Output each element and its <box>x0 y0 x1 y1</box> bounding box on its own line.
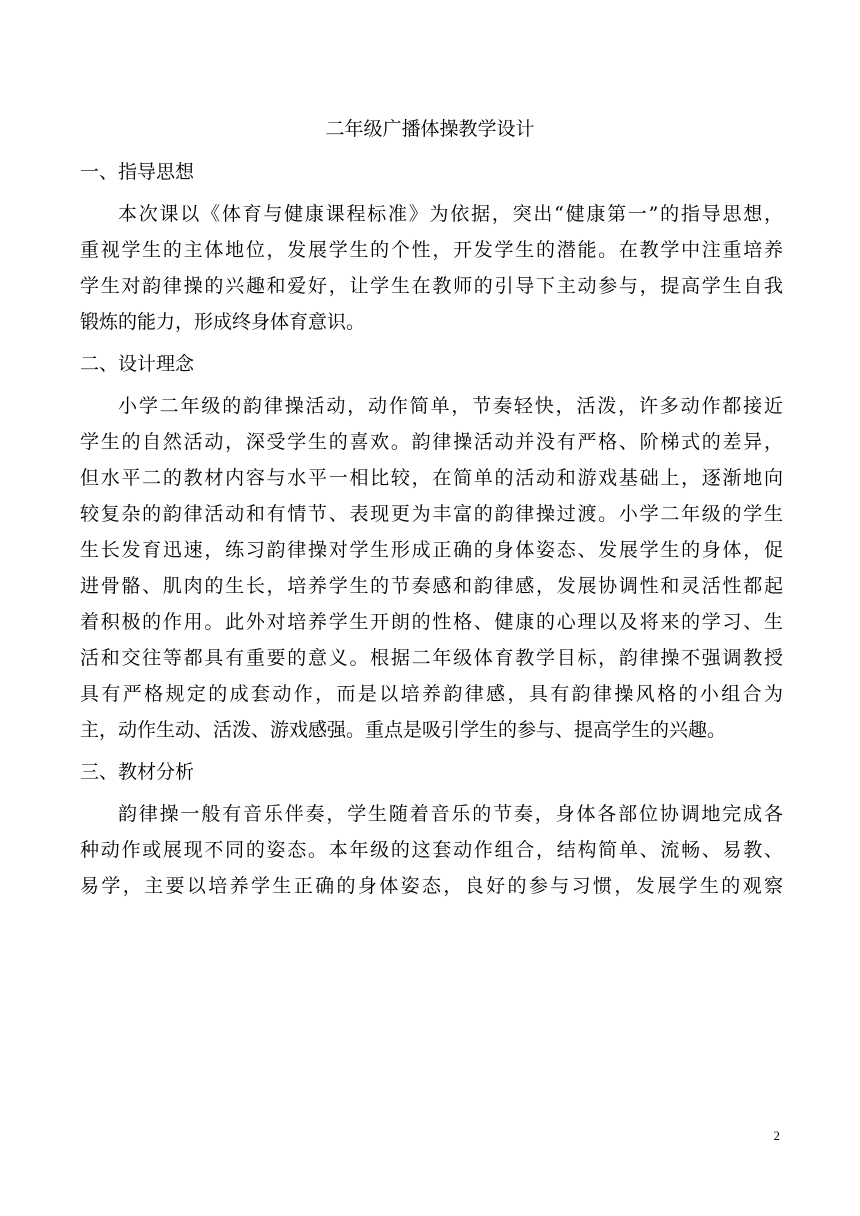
section-heading-design-concept: 二、设计理念 <box>80 353 195 375</box>
document-title: 二年级广播体操教学设计 <box>325 118 535 140</box>
text-line: 本次课以《体育与健康课程标准》为依据，突出“健康第一”的指导思想， <box>118 203 783 225</box>
text-line: 较复杂的韵律活动和有情节、表现更为丰富的韵律操过渡。小学二年级的学生 <box>80 503 783 525</box>
text-line: 易学，主要以培养学生正确的身体姿态，良好的参与习惯，发展学生的观察 <box>80 875 783 897</box>
document-body <box>80 154 783 904</box>
text-line: 学生对韵律操的兴趣和爱好，让学生在教师的引导下主动参与，提高学生自我 <box>80 275 783 297</box>
section-heading-guiding-ideology: 一、指导思想 <box>80 161 195 183</box>
text-line: 生长发育迅速，练习韵律操对学生形成正确的身体姿态、发展学生的身体，促 <box>80 539 783 561</box>
text-line: 种动作或展现不同的姿态。本年级的这套动作组合，结构简单、流畅、易教、 <box>80 839 783 861</box>
section-paragraph-material-analysis <box>80 796 783 904</box>
section-paragraph-design-concept <box>80 388 783 748</box>
text-line: 进骨骼、肌肉的生长，培养学生的节奏感和韵律感，发展协调性和灵活性都起 <box>80 575 783 597</box>
text-line: 锻炼的能力，形成终身体育意识。 <box>80 311 366 333</box>
text-line: 但水平二的教材内容与水平一相比较，在简单的活动和游戏基础上，逐渐地向 <box>80 467 783 489</box>
text-line: 学生的自然活动，深受学生的喜欢。韵律操活动并没有严格、阶梯式的差异， <box>80 431 783 453</box>
page-number: 2 <box>773 1128 780 1143</box>
section-heading-material-analysis: 三、教材分析 <box>80 761 195 783</box>
text-line: 重视学生的主体地位，发展学生的个性，开发学生的潜能。在教学中注重培养 <box>80 239 783 261</box>
text-line: 韵律操一般有音乐伴奏，学生随着音乐的节奏，身体各部位协调地完成各 <box>118 803 783 825</box>
section-paragraph-guiding-ideology <box>80 196 783 340</box>
text-line: 具有严格规定的成套动作，而是以培养韵律感，具有韵律操风格的小组合为 <box>80 683 783 705</box>
text-line: 着积极的作用。此外对培养学生开朗的性格、健康的心理以及将来的学习、生 <box>80 611 783 633</box>
text-line: 活和交往等都具有重要的意义。根据二年级体育教学目标，韵律操不强调教授 <box>80 647 783 669</box>
text-line: 小学二年级的韵律操活动，动作简单，节奏轻快，活泼，许多动作都接近 <box>118 395 783 417</box>
text-line: 主，动作生动、活泼、游戏感强。重点是吸引学生的参与、提高学生的兴趣。 <box>80 719 727 741</box>
